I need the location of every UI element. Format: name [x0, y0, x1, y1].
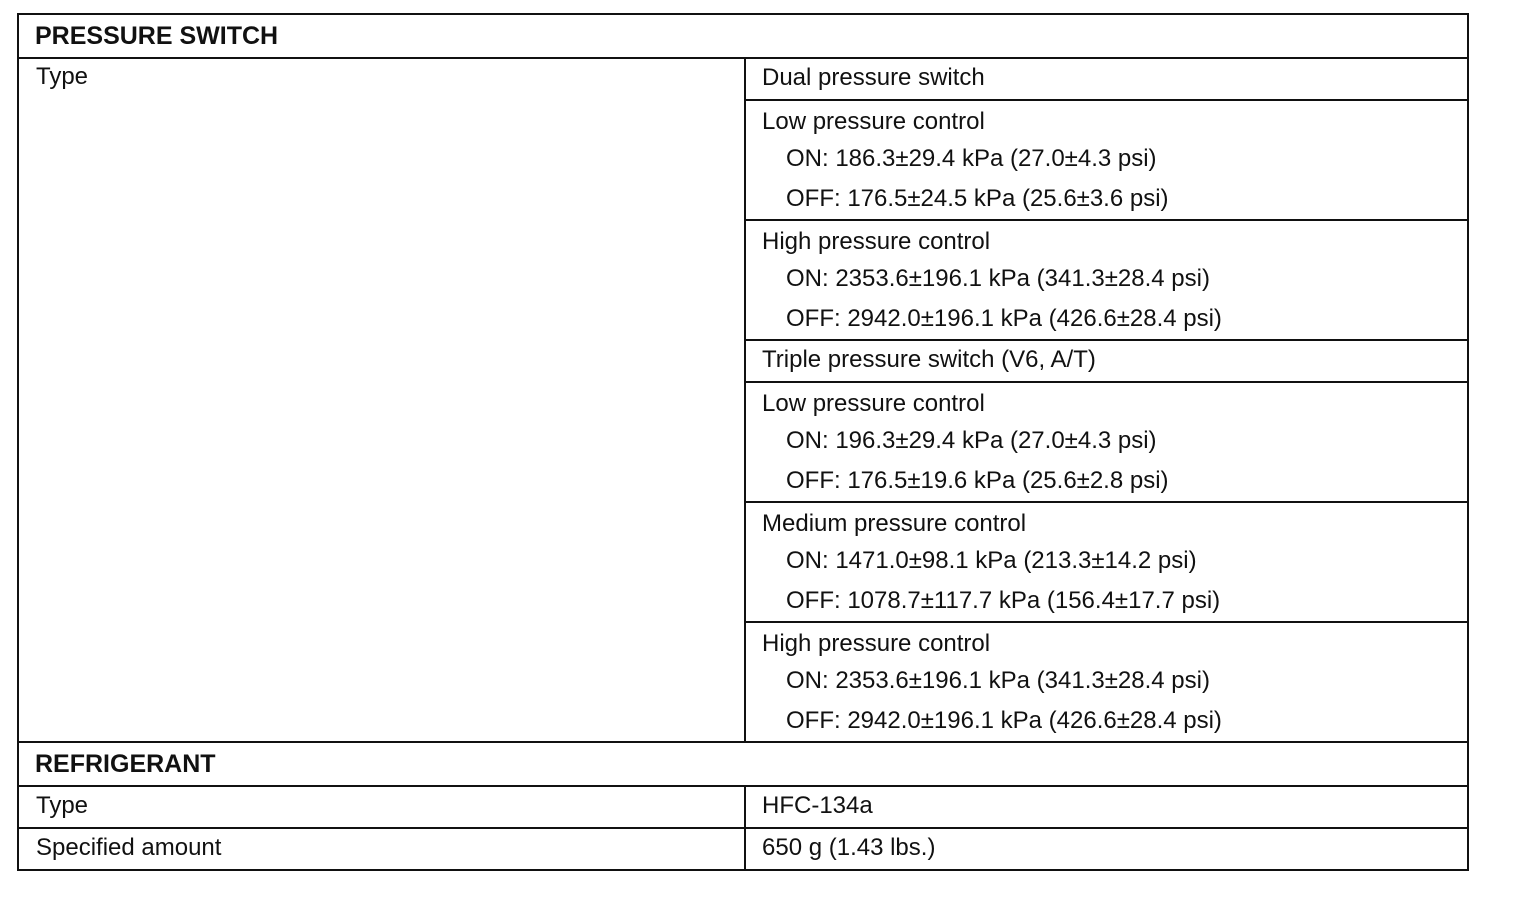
triple-high-pressure-cell [745, 622, 1468, 742]
control-title: High pressure control [762, 630, 991, 657]
triple-medium-pressure-cell [745, 502, 1468, 622]
control-title: Low pressure control [762, 108, 985, 135]
control-title: Medium pressure control [762, 510, 1027, 537]
triple-low-pressure-cell [745, 382, 1468, 502]
row-label-specified-amount: Specified amount [18, 828, 745, 870]
on-value: ON: 2353.6±196.1 kPa (341.3±28.4 psi) [786, 265, 1210, 292]
section-title: REFRIGERANT [18, 742, 1468, 786]
on-value: ON: 2353.6±196.1 kPa (341.3±28.4 psi) [786, 667, 1210, 694]
off-value: OFF: 2942.0±196.1 kPa (426.6±28.4 psi) [786, 707, 1222, 734]
spec-table [17, 13, 1469, 871]
dual-high-pressure-cell [745, 220, 1468, 340]
dual-pressure-switch-title: Dual pressure switch [745, 58, 1468, 100]
control-title: Low pressure control [762, 390, 985, 417]
on-value: ON: 1471.0±98.1 kPa (213.3±14.2 psi) [786, 547, 1197, 574]
table-row [18, 58, 1468, 100]
off-value: OFF: 176.5±24.5 kPa (25.6±3.6 psi) [786, 185, 1169, 212]
section-header-refrigerant [18, 742, 1468, 786]
triple-pressure-switch-title: Triple pressure switch (V6, A/T) [745, 340, 1468, 382]
row-label-type: Type [18, 58, 745, 742]
row-label-type: Type [18, 786, 745, 828]
row-value-specified-amount: 650 g (1.43 lbs.) [745, 828, 1468, 870]
off-value: OFF: 176.5±19.6 kPa (25.6±2.8 psi) [786, 467, 1169, 494]
section-header-pressure-switch [18, 14, 1468, 58]
on-value: ON: 186.3±29.4 kPa (27.0±4.3 psi) [786, 145, 1157, 172]
dual-low-pressure-cell [745, 100, 1468, 220]
section-title: PRESSURE SWITCH [18, 14, 1468, 58]
row-value-type: HFC-134a [745, 786, 1468, 828]
on-value: ON: 196.3±29.4 kPa (27.0±4.3 psi) [786, 427, 1157, 454]
off-value: OFF: 2942.0±196.1 kPa (426.6±28.4 psi) [786, 305, 1222, 332]
table-row [18, 786, 1468, 828]
control-title: High pressure control [762, 228, 991, 255]
table-row [18, 828, 1468, 870]
off-value: OFF: 1078.7±117.7 kPa (156.4±17.7 psi) [786, 587, 1221, 614]
